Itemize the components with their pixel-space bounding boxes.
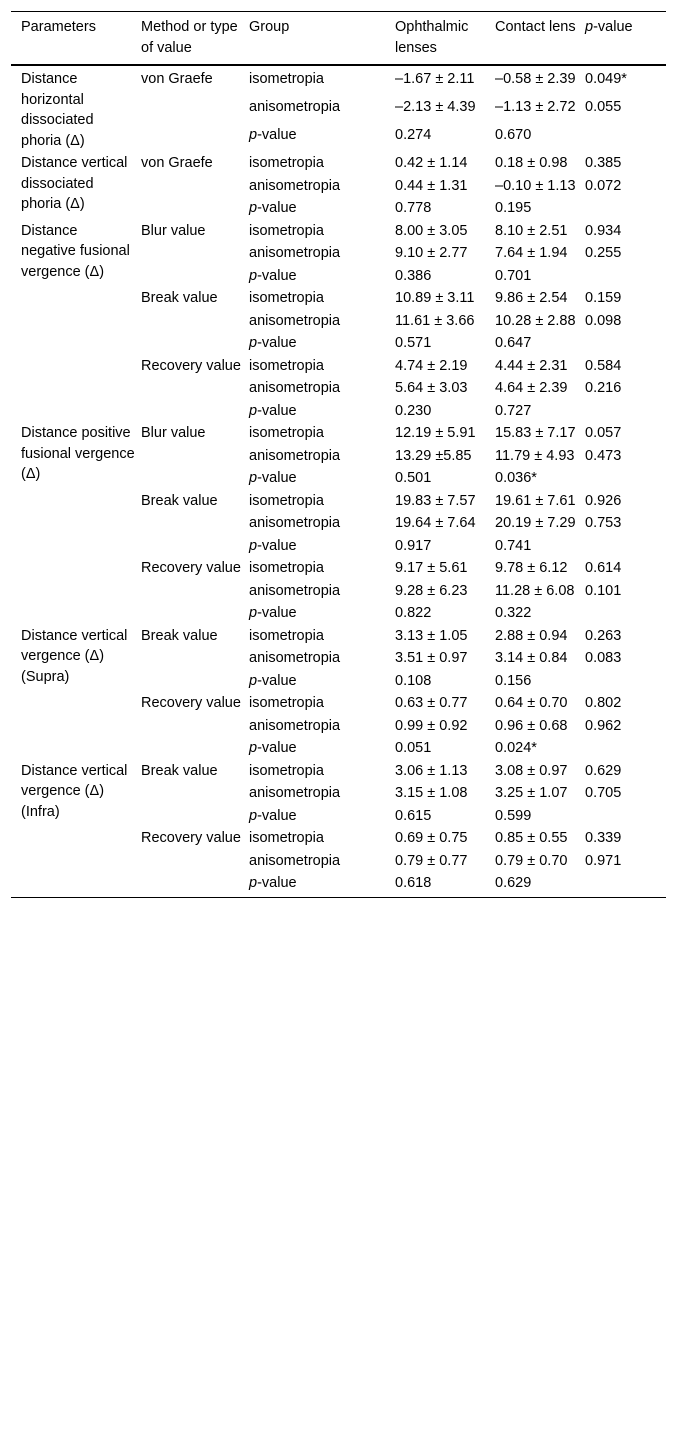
ophthalmic-value-cell: 0.386 (395, 267, 432, 284)
p-value-cell (585, 467, 666, 490)
contact-lens-value-cell: 0.024* (495, 740, 537, 756)
group-cell: p-value (249, 470, 297, 486)
ophthalmic-value-cell: 3.51 ± 0.97 (395, 650, 468, 666)
method-cell: Break value (141, 627, 218, 644)
p-value-cell (585, 197, 666, 220)
contact-lens-value-cell: –0.58 ± 2.39 (495, 71, 576, 87)
contact-lens-value-cell: 3.14 ± 0.84 (495, 650, 568, 666)
contact-lens-value-cell: 3.08 ± 0.97 (495, 762, 568, 779)
ophthalmic-value-cell: 9.17 ± 5.61 (395, 560, 468, 576)
contact-lens-value-cell: 0.64 ± 0.70 (495, 695, 568, 711)
p-value-cell (585, 670, 666, 693)
group-cell: p-value (249, 740, 297, 756)
ophthalmic-value-cell: 0.274 (395, 127, 432, 144)
p-value-cell: 0.339 (585, 830, 622, 846)
ophthalmic-value-cell: 0.69 ± 0.75 (395, 830, 468, 846)
group-cell: isometropia (249, 357, 324, 374)
contact-lens-value-cell: –0.10 ± 1.13 (495, 177, 576, 194)
header-ophthalmic-lenses: Ophthalmic lenses (395, 19, 469, 56)
ophthalmic-value-cell: 0.44 ± 1.31 (395, 177, 468, 194)
ophthalmic-value-cell: 13.29 ±5.85 (395, 447, 472, 464)
parameter-cell: Distance negative fusional vergence (Δ) (21, 222, 130, 280)
ophthalmic-value-cell: 3.15 ± 1.08 (395, 785, 468, 801)
group-cell: anisometropia (249, 515, 341, 531)
contact-lens-value-cell: 0.647 (495, 335, 532, 351)
table-row (11, 760, 666, 783)
contact-lens-value-cell: 0.727 (495, 402, 532, 419)
contact-lens-value-cell: 20.19 ± 7.29 (495, 515, 576, 531)
parameter-cell: Distance vertical vergence (Δ)(Infra) (21, 762, 128, 820)
ophthalmic-value-cell: 5.64 ± 3.03 (395, 380, 468, 396)
p-value-cell (585, 737, 666, 760)
p-value-cell (585, 400, 666, 423)
ophthalmic-value-cell: 0.42 ± 1.14 (395, 155, 468, 171)
ophthalmic-value-cell: 19.83 ± 7.57 (395, 492, 476, 509)
contact-lens-value-cell: 10.28 ± 2.88 (495, 312, 576, 329)
group-cell: isometropia (249, 290, 324, 306)
p-value-cell: 0.098 (585, 312, 622, 329)
method-cell: Break value (141, 762, 218, 779)
contact-lens-value-cell: 11.79 ± 4.93 (495, 447, 575, 464)
p-value-cell: 0.263 (585, 627, 622, 644)
group-cell: anisometropia (249, 650, 341, 666)
ophthalmic-value-cell: 0.99 ± 0.92 (395, 717, 468, 734)
group-cell: anisometropia (249, 245, 341, 261)
ophthalmic-value-cell: –1.67 ± 2.11 (395, 71, 475, 87)
parameter-cell: Distance positive fusional vergence (Δ) (21, 425, 135, 482)
p-value-cell: 0.934 (585, 222, 622, 239)
comparison-table (11, 11, 666, 898)
contact-lens-value-cell: 0.156 (495, 672, 532, 689)
p-value-cell: 0.926 (585, 492, 622, 509)
group-cell: isometropia (249, 155, 324, 171)
ophthalmic-value-cell: 0.108 (395, 672, 432, 689)
group-cell: p-value (249, 267, 297, 284)
p-value-cell: 0.584 (585, 357, 622, 374)
table-header (11, 12, 666, 66)
ophthalmic-value-cell: 4.74 ± 2.19 (395, 357, 468, 374)
group-cell: isometropia (249, 492, 324, 509)
contact-lens-value-cell: 8.10 ± 2.51 (495, 222, 568, 239)
group-cell: p-value (249, 875, 297, 891)
table-row (11, 422, 666, 445)
ophthalmic-value-cell: 3.13 ± 1.05 (395, 627, 468, 644)
ophthalmic-value-cell: 0.051 (395, 740, 432, 756)
ophthalmic-value-cell: 0.615 (395, 807, 432, 824)
p-value-cell: 0.101 (585, 582, 622, 599)
ophthalmic-value-cell: 0.79 ± 0.77 (395, 852, 468, 869)
group-cell: p-value (249, 537, 297, 554)
group-cell: isometropia (249, 425, 324, 441)
ophthalmic-value-cell: 9.28 ± 6.23 (395, 582, 468, 599)
group-cell: anisometropia (249, 717, 341, 734)
contact-lens-value-cell: 0.701 (495, 267, 532, 284)
contact-lens-value-cell: 9.86 ± 2.54 (495, 290, 568, 306)
contact-lens-value-cell: 4.44 ± 2.31 (495, 357, 568, 374)
group-cell: isometropia (249, 695, 324, 711)
contact-lens-value-cell: 0.036* (495, 470, 537, 486)
group-cell: anisometropia (249, 177, 341, 194)
p-value-cell: 0.802 (585, 695, 622, 711)
p-value-cell: 0.705 (585, 785, 622, 801)
contact-lens-value-cell: 0.85 ± 0.55 (495, 830, 568, 846)
group-cell: p-value (249, 127, 297, 144)
p-value-cell (585, 535, 666, 558)
method-cell: von Graefe (141, 155, 213, 171)
group-cell: anisometropia (249, 312, 341, 329)
header-method: Method or type of value (141, 19, 238, 56)
group-cell: p-value (249, 672, 297, 689)
ophthalmic-value-cell: 19.64 ± 7.64 (395, 515, 476, 531)
method-cell: von Graefe (141, 71, 213, 87)
p-value-cell: 0.255 (585, 245, 622, 261)
p-value-cell: 0.049* (585, 71, 627, 87)
group-cell: p-value (249, 200, 297, 216)
parameter-cell: Distance vertical dissociated phoria (Δ) (21, 155, 128, 212)
p-value-cell (585, 265, 666, 288)
group-cell: anisometropia (249, 447, 341, 464)
ophthalmic-value-cell: 0.571 (395, 335, 432, 351)
method-cell: Recovery value (141, 695, 241, 711)
p-value-cell: 0.216 (585, 380, 622, 396)
group-cell: p-value (249, 402, 297, 419)
table-row (11, 152, 666, 175)
method-cell: Break value (141, 492, 218, 509)
group-cell: anisometropia (249, 99, 341, 116)
group-cell: p-value (249, 335, 297, 351)
group-cell: anisometropia (249, 785, 341, 801)
p-value-cell: 0.962 (585, 717, 622, 734)
table-row (11, 625, 666, 648)
p-value-cell: 0.614 (585, 560, 622, 576)
group-cell: isometropia (249, 71, 324, 87)
method-cell: Blur value (141, 222, 206, 239)
contact-lens-value-cell: 0.670 (495, 127, 532, 144)
table-body (11, 65, 666, 897)
contact-lens-value-cell: 0.629 (495, 875, 532, 891)
ophthalmic-value-cell: 0.230 (395, 402, 432, 419)
table-row (11, 65, 666, 96)
contact-lens-value-cell: 0.18 ± 0.98 (495, 155, 568, 171)
ophthalmic-value-cell: 10.89 ± 3.11 (395, 290, 475, 306)
group-cell: anisometropia (249, 380, 341, 396)
contact-lens-value-cell: 7.64 ± 1.94 (495, 245, 568, 261)
ophthalmic-value-cell: 0.618 (395, 875, 432, 891)
method-cell: Recovery value (141, 560, 241, 576)
p-value-cell: 0.055 (585, 99, 622, 116)
p-value-cell (585, 124, 666, 152)
method-cell: Blur value (141, 425, 206, 441)
header-contact-lens: Contact lens (495, 19, 576, 35)
p-value-cell (585, 872, 666, 897)
p-value-cell: 0.385 (585, 155, 622, 171)
contact-lens-value-cell: 0.96 ± 0.68 (495, 717, 568, 734)
p-value-cell (585, 332, 666, 355)
contact-lens-value-cell: 2.88 ± 0.94 (495, 627, 568, 644)
contact-lens-value-cell: 3.25 ± 1.07 (495, 785, 568, 801)
ophthalmic-value-cell: 11.61 ± 3.66 (395, 312, 475, 329)
p-value-cell: 0.072 (585, 177, 622, 194)
group-cell: isometropia (249, 762, 324, 779)
contact-lens-value-cell: 0.79 ± 0.70 (495, 852, 568, 869)
p-value-cell: 0.971 (585, 852, 622, 869)
group-cell: p-value (249, 605, 297, 621)
group-cell: isometropia (249, 222, 324, 239)
contact-lens-value-cell: 11.28 ± 6.08 (495, 582, 575, 599)
group-cell: isometropia (249, 560, 324, 576)
method-cell: Recovery value (141, 357, 241, 374)
group-cell: isometropia (249, 627, 324, 644)
contact-lens-value-cell: 0.195 (495, 200, 532, 216)
group-cell: anisometropia (249, 852, 341, 869)
parameter-cell: Distance vertical vergence (Δ)(Supra) (21, 627, 128, 685)
p-value-cell: 0.473 (585, 447, 622, 464)
ophthalmic-value-cell: 0.778 (395, 200, 432, 216)
ophthalmic-value-cell: 3.06 ± 1.13 (395, 762, 468, 779)
group-cell: isometropia (249, 830, 324, 846)
ophthalmic-value-cell: 0.822 (395, 605, 432, 621)
p-value-cell (585, 805, 666, 828)
contact-lens-value-cell: 0.599 (495, 807, 532, 824)
contact-lens-value-cell: 19.61 ± 7.61 (495, 492, 576, 509)
contact-lens-value-cell: –1.13 ± 2.72 (495, 99, 576, 116)
ophthalmic-value-cell: 0.917 (395, 537, 432, 554)
header-group: Group (249, 19, 290, 35)
p-value-cell: 0.057 (585, 425, 622, 441)
group-cell: p-value (249, 807, 297, 824)
method-cell: Break value (141, 290, 218, 306)
p-value-cell (585, 602, 666, 625)
table-row (11, 220, 666, 243)
contact-lens-value-cell: 15.83 ± 7.17 (495, 425, 576, 441)
contact-lens-value-cell: 0.322 (495, 605, 532, 621)
parameter-cell: Distance horizontal dissociated phoria (Δ) (21, 71, 94, 149)
header-row (11, 12, 666, 66)
p-value-cell: 0.083 (585, 650, 622, 666)
header-parameters: Parameters (21, 19, 96, 35)
contact-lens-value-cell: 9.78 ± 6.12 (495, 560, 568, 576)
group-cell: anisometropia (249, 582, 341, 599)
ophthalmic-value-cell: 12.19 ± 5.91 (395, 425, 476, 441)
p-value-cell: 0.753 (585, 515, 622, 531)
header-p-value: p-value (585, 19, 633, 35)
contact-lens-value-cell: 0.741 (495, 537, 532, 554)
ophthalmic-value-cell: 0.63 ± 0.77 (395, 695, 468, 711)
ophthalmic-value-cell: 0.501 (395, 470, 432, 486)
ophthalmic-value-cell: 9.10 ± 2.77 (395, 245, 468, 261)
p-value-cell: 0.159 (585, 290, 622, 306)
method-cell: Recovery value (141, 830, 241, 846)
p-value-cell: 0.629 (585, 762, 622, 779)
contact-lens-value-cell: 4.64 ± 2.39 (495, 380, 568, 396)
ophthalmic-value-cell: –2.13 ± 4.39 (395, 99, 476, 116)
table-container (11, 11, 666, 898)
ophthalmic-value-cell: 8.00 ± 3.05 (395, 222, 468, 239)
